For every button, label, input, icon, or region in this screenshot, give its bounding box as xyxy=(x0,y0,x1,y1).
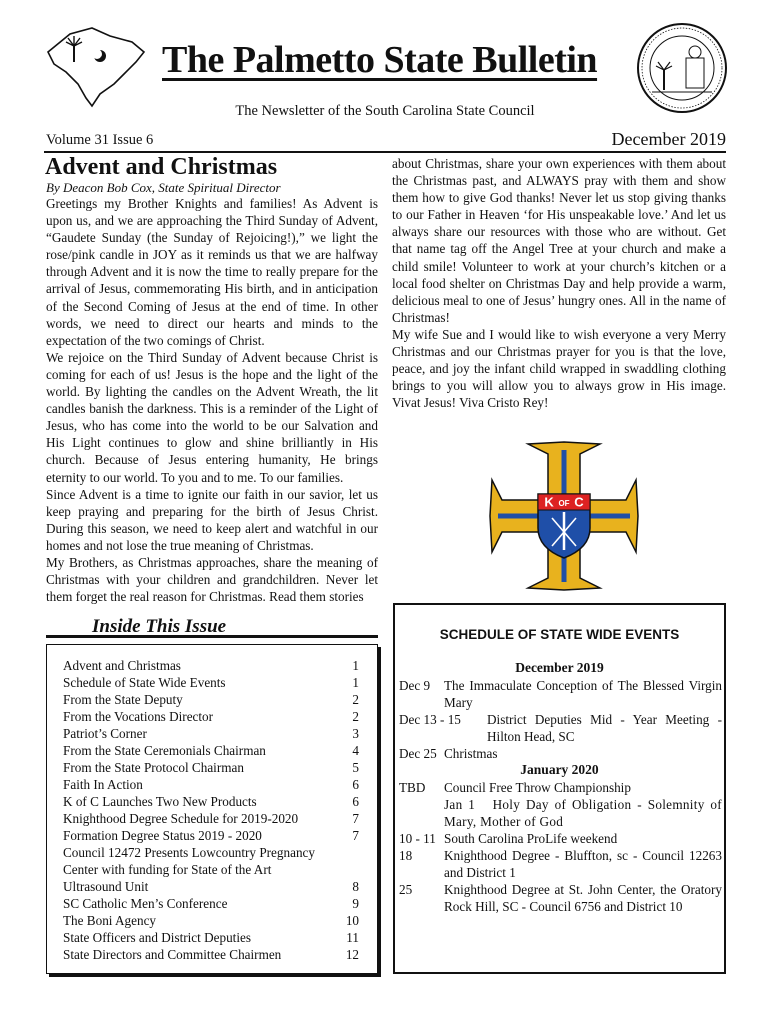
emblem-letter-k: K xyxy=(544,494,554,510)
event-text: The Immaculate Conception of The Blessed Virgin Mary xyxy=(444,678,722,710)
knights-of-columbus-emblem-icon xyxy=(488,440,640,592)
event-date: Dec 13 - 15 xyxy=(399,712,461,727)
event-text: South Carolina ProLife weekend xyxy=(444,831,618,846)
state-seal-icon xyxy=(636,22,728,114)
event-date: TBD xyxy=(399,780,426,795)
toc-item-title: Faith In Action xyxy=(63,777,143,792)
schedule-event xyxy=(395,711,724,745)
article-title: Advent and Christmas xyxy=(45,154,278,180)
toc-item-page: 1 xyxy=(352,658,359,673)
toc-item-title: Knighthood Degree Schedule for 2019-2020 xyxy=(63,811,299,826)
schedule-title: SCHEDULE OF STATE WIDE EVENTS xyxy=(439,627,680,642)
toc-item-title: From the State Protocol Chairman xyxy=(63,760,244,775)
toc-item-page: 2 xyxy=(352,692,359,707)
schedule-event xyxy=(395,830,724,847)
toc-item-title: The Boni Agency xyxy=(63,913,157,928)
toc-item-title: K of C Launches Two New Products xyxy=(63,794,257,809)
toc-item-page: 9 xyxy=(352,896,359,911)
header-rule xyxy=(44,151,726,153)
toc-item-page: 3 xyxy=(352,726,359,741)
toc-item-title: Schedule of State Wide Events xyxy=(63,675,226,690)
toc-item-title: Council 12472 Presents Lowcountry Pregnancy Center with funding for State of the Art Ultrasound Unit xyxy=(63,845,315,894)
toc-item-page: 12 xyxy=(345,947,359,962)
toc-item-page: 5 xyxy=(352,760,359,775)
toc-item-title: Formation Degree Status 2019 - 2020 xyxy=(63,828,262,843)
schedule-box xyxy=(393,603,726,974)
toc-item-title: Patriot’s Corner xyxy=(63,726,147,741)
schedule-event xyxy=(395,779,724,796)
volume-issue: Volume 31 Issue 6 xyxy=(46,132,154,148)
toc-item-page: 2 xyxy=(352,709,359,724)
toc-item-title: From the Vocations Director xyxy=(63,709,214,724)
article-byline: By Deacon Bob Cox, State Spiritual Director xyxy=(46,180,281,195)
south-carolina-map-icon xyxy=(40,22,150,108)
article-column-right xyxy=(392,155,726,411)
event-date: 18 xyxy=(399,848,413,863)
issue-date: December 2019 xyxy=(611,129,726,149)
schedule-event xyxy=(395,847,724,881)
inside-issue-header xyxy=(46,616,378,638)
toc-item-page: 6 xyxy=(352,777,359,792)
toc-item[interactable] xyxy=(63,844,359,895)
toc-item-title: From the State Deputy xyxy=(63,692,183,707)
event-text: Council Free Throw Championship xyxy=(444,780,631,795)
toc-item-page: 1 xyxy=(352,675,359,690)
event-date: Dec 25 xyxy=(399,746,437,761)
article-paragraph: My Brothers, as Christmas approaches, share the meaning of Christmas with your children and grandchildren. Never let them forget the real reason for Christmas. Read them stories xyxy=(46,554,378,605)
toc-item-page: 4 xyxy=(352,743,359,758)
toc-item-page: 10 xyxy=(345,913,359,928)
event-date: 25 xyxy=(399,882,413,897)
schedule-event xyxy=(395,745,724,762)
toc-item-title: State Directors and Committee Chairmen xyxy=(63,947,282,962)
toc-item-page: 7 xyxy=(352,811,359,826)
table-of-contents xyxy=(46,644,378,974)
emblem-letter-c: C xyxy=(574,494,584,510)
article-column-left xyxy=(46,195,378,605)
toc-item-page: 6 xyxy=(352,794,359,809)
event-text: District Deputies Mid - Year Meeting - Hilton Head, SC xyxy=(487,712,722,744)
schedule-month: January 2020 xyxy=(520,762,599,777)
toc-item-page: 11 xyxy=(346,930,359,945)
toc-item-page: 7 xyxy=(352,828,359,843)
schedule-event xyxy=(395,796,724,830)
event-text: Knighthood Degree at St. John Center, the Oratory Rock Hill, SC - Council 6756 and District 10 xyxy=(444,882,722,914)
toc-item-title: SC Catholic Men’s Conference xyxy=(63,896,228,911)
toc-item-title: From the State Ceremonials Chairman xyxy=(63,743,266,758)
toc-item-title: State Officers and District Deputies xyxy=(63,930,251,945)
article-paragraph: Greetings my Brother Knights and families! As Advent is upon us, and we are approaching the Third Sunday of Advent, “Gaudete Sunday (the Sunday of Rejoicing!),” we light the rose/pink candle in JOY as it reminds us that we are halfway through Advent and it is now the time to really prepare for the arrival of Jesus, commemorating His birth, and in anticipation of the Second Coming of Jesus at the end of time. In other words, we need to direct our hearts and minds to the expectation of the two comings of Christ. xyxy=(46,196,378,348)
schedule-event xyxy=(395,677,724,711)
toc-item-page: 8 xyxy=(352,879,359,894)
schedule-month: December 2019 xyxy=(515,660,604,675)
article-paragraph: We rejoice on the Third Sunday of Advent because Christ is coming for each of us! Jesus is the hope and the light of the world. By lighting the candles on the Advent Wreath, the lit candles banish the darkness. This is a reminder of the Light of Jesus, who has come into the world to be our Salvation and His Light continues to glow and shine brilliantly in His church. Because of Jesus entering humanity, He brings eternity to our world. To you and to me. To our families. xyxy=(46,349,378,485)
emblem-letter-of: OF xyxy=(558,499,570,508)
toc-item-title: Advent and Christmas xyxy=(63,658,181,673)
event-text: Knighthood Degree - Bluffton, sc - Council 12263 and District 1 xyxy=(444,848,722,880)
article-paragraph: about Christmas, share your own experiences with them about the Christmas past, and ALWAYS pray with them and show them how to give God thanks! Never let us stop giving thanks to our Father in Heaven ‘for His unspeakable love.’ And let us always share our resources with those who are without. Get that name tag off the Angel Tree at your church and make a child smile! Volunteer to work at your church’s kitchen or a local food shelter on Christmas Day and help provide a warm, delicious meal to one of Jesus’ hungry ones. All in the name of Christmas! xyxy=(392,156,726,325)
inside-issue-title: Inside This Issue xyxy=(92,616,227,637)
schedule-event xyxy=(395,881,724,915)
event-date: 10 - 11 xyxy=(399,831,436,846)
event-text: Christmas xyxy=(444,746,498,761)
article-paragraph: My wife Sue and I would like to wish everyone a very Merry Christmas and our Christmas prayer for you is that the love, peace, and joy the infant child wrapped in swaddling clothing brings to you will allow you to always grow in His image. Vivat Jesus! Viva Cristo Rey! xyxy=(392,326,726,411)
newsletter-subtitle: The Newsletter of the South Carolina State Council xyxy=(235,103,535,119)
event-date: Dec 9 xyxy=(399,678,431,693)
newsletter-title: The Palmetto State Bulletin xyxy=(162,39,598,81)
article-paragraph: Since Advent is a time to ignite our faith in our savior, let us keep praying and preparing for the birth of Jesus Christ. During this season, we need to keep alert and watchful in our homes and not lose the true meaning of Christmas. xyxy=(46,486,378,553)
event-text: Jan 1 Holy Day of Obligation - Solemnity of Mary, Mother of God xyxy=(444,797,726,829)
